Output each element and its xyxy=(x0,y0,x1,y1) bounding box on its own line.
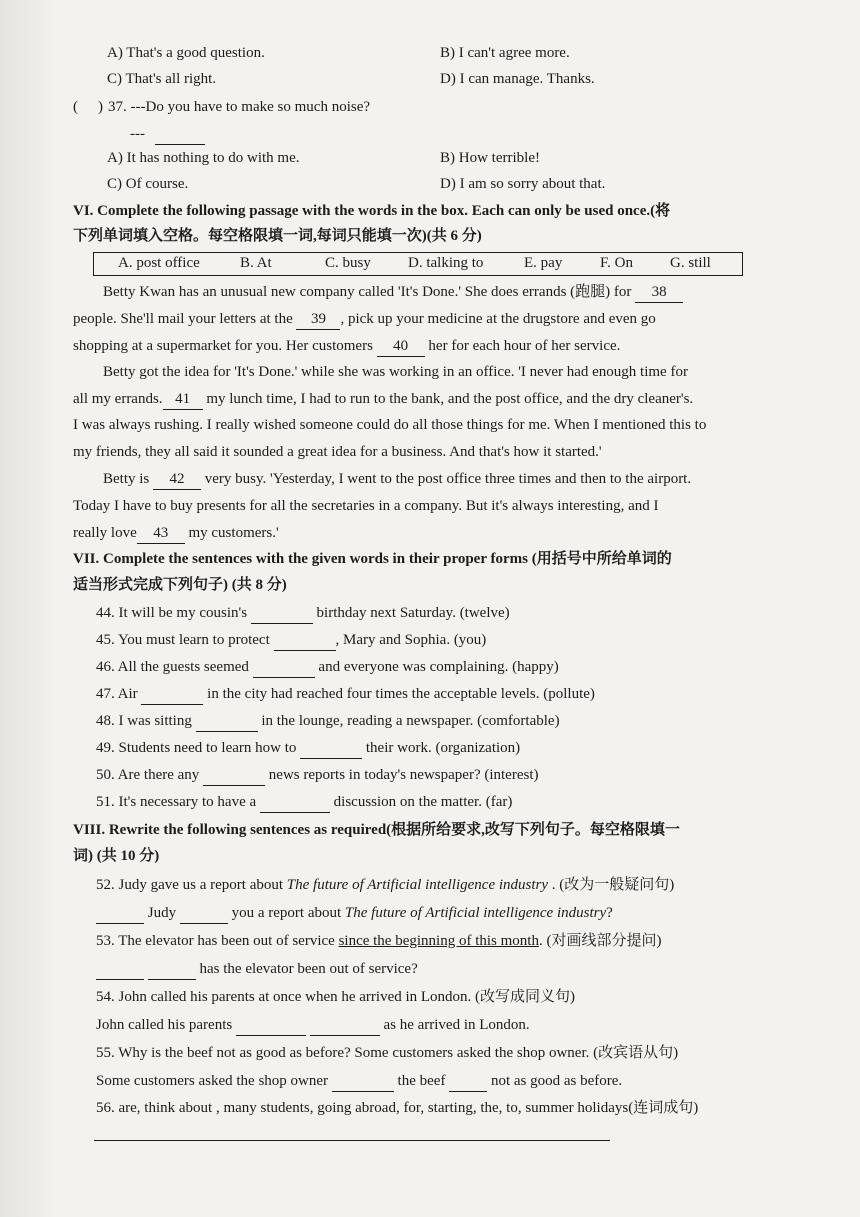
q36-option-d: D) I can manage. Thanks. xyxy=(440,71,595,87)
question-53: 53. The elevator has been out of service since the beginning of this month. (对画线部分提问) xyxy=(96,933,662,949)
answer-blank[interactable] xyxy=(274,630,336,651)
answer-blank[interactable] xyxy=(96,903,144,924)
question-48: 48. I was sitting in the lounge, reading a newspaper. (comfortable) xyxy=(96,711,560,732)
section6-heading: VI. Complete the following passage with the words in the box. Each can only be used once.(将 xyxy=(73,203,671,219)
answer-blank[interactable] xyxy=(253,657,315,678)
question-52-answer: Judy you a report about The future of Artificial intelligence industry? xyxy=(96,903,613,924)
q37-answer-blank[interactable] xyxy=(155,124,205,145)
answer-blank[interactable] xyxy=(236,1015,306,1036)
blank-43[interactable]: 43 xyxy=(137,523,185,544)
blank-42[interactable]: 42 xyxy=(153,469,201,490)
report-title: The future of Artificial intelligence industry xyxy=(286,877,549,893)
scan-shadow xyxy=(0,0,60,1217)
question-46: 46. All the guests seemed and everyone was complaining. (happy) xyxy=(96,657,559,678)
answer-blank[interactable] xyxy=(203,765,265,786)
word-option: C. busy xyxy=(325,255,371,271)
answer-blank[interactable] xyxy=(260,792,330,813)
passage-line: shopping at a supermarket for you. Her customers 40 her for each hour of her service. xyxy=(73,336,620,357)
answer-blank[interactable] xyxy=(148,959,196,980)
passage-line: I was always rushing. I really wished someone could do all those things for me. When I mentioned this to xyxy=(73,417,707,433)
passage-line: all my errands. 41 my lunch time, I had to run to the bank, and the post office, and the dry cleaner's. xyxy=(73,389,693,410)
question-44: 44. It will be my cousin's birthday next Saturday. (twelve) xyxy=(96,603,510,624)
answer-blank[interactable] xyxy=(96,959,144,980)
answer-blank[interactable] xyxy=(196,711,258,732)
question-52: 52. Judy gave us a report about The future of Artificial intelligence industry . (改为一般疑问句) xyxy=(96,877,675,893)
answer-paren-open: ( xyxy=(73,99,78,115)
answer-blank[interactable] xyxy=(251,603,313,624)
passage-line: my friends, they all said it sounded a great idea for a business. And that's how it started.' xyxy=(73,444,602,460)
word-option: E. pay xyxy=(524,255,563,271)
passage-line: Betty got the idea for 'It's Done.' while she was working in an office. 'I never had enough time for xyxy=(103,364,688,380)
underlined-phrase: since the beginning of this month xyxy=(338,933,539,949)
passage-line: really love 43 my customers.' xyxy=(73,523,279,544)
q37-option-d: D) I am so sorry about that. xyxy=(440,176,606,192)
section8-heading: VIII. Rewrite the following sentences as required(根据所给要求,改写下列句子。每空格限填一 xyxy=(73,822,680,838)
word-option: B. At xyxy=(240,255,272,271)
answer-paren-close: ) xyxy=(98,99,103,115)
answer-blank[interactable] xyxy=(300,738,362,759)
question-49: 49. Students need to learn how to their work. (organization) xyxy=(96,738,520,759)
q36-option-b: B) I can't agree more. xyxy=(440,45,570,61)
answer-blank[interactable] xyxy=(180,903,228,924)
section6-heading-cont: 下列单词填入空格。每空格限填一词,每词只能填一次)(共 6 分) xyxy=(73,228,482,244)
word-option: A. post office xyxy=(118,255,200,271)
blank-40[interactable]: 40 xyxy=(377,336,425,357)
blank-41[interactable]: 41 xyxy=(163,389,203,410)
question-55-answer: Some customers asked the shop owner the beef not as good as before. xyxy=(96,1071,622,1092)
question-50: 50. Are there any news reports in today's newspaper? (interest) xyxy=(96,765,539,786)
word-option: F. On xyxy=(600,255,633,271)
blank-39[interactable]: 39 xyxy=(296,309,340,330)
answer-blank[interactable] xyxy=(332,1071,394,1092)
question-47: 47. Air in the city had reached four times the acceptable levels. (pollute) xyxy=(96,684,595,705)
question-56: 56. are, think about , many students, going abroad, for, starting, the, to, summer holidays(连词成句) xyxy=(96,1100,699,1116)
word-option: G. still xyxy=(670,255,711,271)
passage-line: Betty is 42 very busy. 'Yesterday, I went to the post office three times and then to the airport. xyxy=(103,469,691,490)
question-54: 54. John called his parents at once when he arrived in London. (改写成同义句) xyxy=(96,989,576,1005)
q36-option-a: A) That's a good question. xyxy=(107,45,265,61)
section7-heading-cont: 适当形式完成下列句子) (共 8 分) xyxy=(73,577,287,593)
section7-heading: VII. Complete the sentences with the given words in their proper forms (用括号中所给单词的 xyxy=(73,551,672,567)
q36-option-c: C) That's all right. xyxy=(107,71,217,87)
passage-line: people. She'll mail your letters at the 39 , pick up your medicine at the drugstore and even go xyxy=(73,309,656,330)
q37-option-b: B) How terrible! xyxy=(440,150,540,166)
q37-option-a: A) It has nothing to do with me. xyxy=(107,150,300,166)
passage-line: Betty Kwan has an unusual new company called 'It's Done.' She does errands (跑腿) for 38 xyxy=(103,282,683,303)
question-53-answer: has the elevator been out of service? xyxy=(96,959,418,980)
section8-heading-cont: 词) (共 10 分) xyxy=(73,848,160,864)
passage-line: Today I have to buy presents for all the secretaries in a company. But it's always interesting, and I xyxy=(73,498,659,514)
question-54-answer: John called his parents as he arrived in London. xyxy=(96,1015,530,1036)
answer-line[interactable] xyxy=(94,1140,610,1141)
question-55: 55. Why is the beef not as good as before? Some customers asked the shop owner. (改宾语从句) xyxy=(96,1045,679,1061)
q37-response xyxy=(130,124,205,145)
answer-blank[interactable] xyxy=(310,1015,380,1036)
answer-blank[interactable] xyxy=(449,1071,487,1092)
word-box xyxy=(93,252,743,276)
word-option: D. talking to xyxy=(408,255,484,271)
blank-38[interactable]: 38 xyxy=(635,282,683,303)
q37-dash: --- xyxy=(130,126,145,142)
question-45: 45. You must learn to protect , Mary and Sophia. (you) xyxy=(96,630,486,651)
q37-stem: 37. ---Do you have to make so much noise? xyxy=(108,99,371,115)
question-51: 51. It's necessary to have a discussion on the matter. (far) xyxy=(96,792,512,813)
answer-blank[interactable] xyxy=(141,684,203,705)
q37-option-c: C) Of course. xyxy=(107,176,189,192)
